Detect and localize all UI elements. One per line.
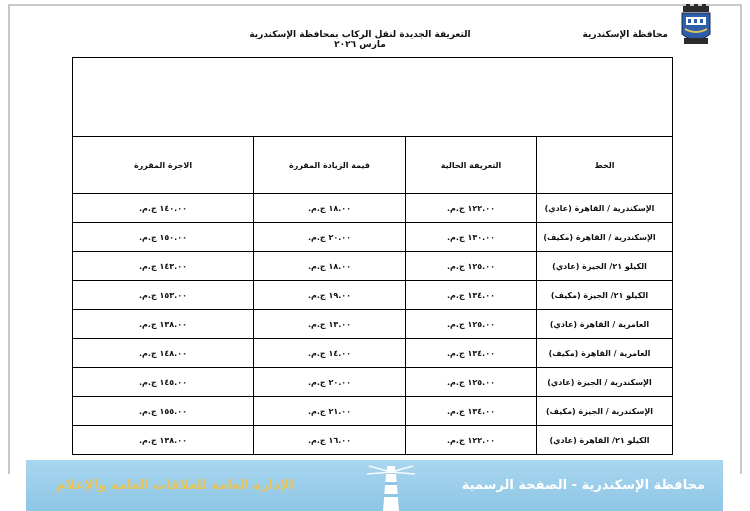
route-cell: العامرية / القاهرة (مكيف) <box>537 339 673 368</box>
table-header-row <box>73 137 673 194</box>
route-cell: الكيلو ٢١/ الجيزة (مكيف) <box>537 281 673 310</box>
increase-cell: ١٣.٠٠ ج.م. <box>254 310 406 339</box>
new-fare-cell: ١٤٠.٠٠ ج.م. <box>73 194 254 223</box>
banner-official-page-text: محافظة الإسكندرية - الصفحة الرسمية <box>461 478 705 493</box>
route-cell: الإسكندرية / القاهرة (عادي) <box>537 194 673 223</box>
increase-cell: ٢٠.٠٠ ج.م. <box>254 368 406 397</box>
table-blank-cell <box>73 58 673 137</box>
page-frame-top <box>8 4 742 6</box>
column-header-current-fare: التعريفة الحالية <box>406 137 537 194</box>
route-cell: الكيلو ٢١/ الجيزة (عادي) <box>537 252 673 281</box>
table-row <box>73 368 673 397</box>
document-title: التعريفة الجديدة لنقل الركاب بمحافظة الإسكندرية مارس ٢٠٢٦ <box>249 30 471 50</box>
increase-cell: ٢١.٠٠ ج.م. <box>254 397 406 426</box>
governorate-name: محافظة الإسكندرية <box>582 30 668 40</box>
fare-table <box>72 57 673 455</box>
table-blank-header-row <box>73 58 673 137</box>
new-fare-cell: ١٥٠.٠٠ ج.م. <box>73 223 254 252</box>
column-header-route: الخط <box>537 137 673 194</box>
table-row <box>73 397 673 426</box>
current-fare-cell: ١٢٢.٠٠ ج.م. <box>406 426 537 455</box>
current-fare-cell: ١٢٥.٠٠ ج.م. <box>406 252 537 281</box>
alexandria-governorate-logo-icon <box>679 4 713 48</box>
route-cell: الإسكندرية / القاهرة (مكيف) <box>537 223 673 252</box>
table-row <box>73 339 673 368</box>
current-fare-cell: ١٢٥.٠٠ ج.م. <box>406 368 537 397</box>
new-fare-cell: ١٥٥.٠٠ ج.م. <box>73 397 254 426</box>
new-fare-cell: ١٤٣.٠٠ ج.م. <box>73 252 254 281</box>
route-cell: العامرية / القاهرة (عادي) <box>537 310 673 339</box>
new-fare-cell: ١٤٨.٠٠ ج.م. <box>73 339 254 368</box>
increase-cell: ١٤.٠٠ ج.م. <box>254 339 406 368</box>
new-fare-cell: ١٣٨.٠٠ ج.م. <box>73 426 254 455</box>
table-row <box>73 223 673 252</box>
column-header-new-fare: الاجرة المقررة <box>73 137 254 194</box>
banner-pr-department-text: الإدارة العامة للعلاقات العامة والإعلام <box>56 478 294 493</box>
current-fare-cell: ١٢٥.٠٠ ج.م. <box>406 310 537 339</box>
table-row <box>73 310 673 339</box>
current-fare-cell: ١٣٠.٠٠ ج.م. <box>406 223 537 252</box>
current-fare-cell: ١٣٤.٠٠ ج.م. <box>406 281 537 310</box>
route-cell: الإسكندرية / الجيزة (مكيف) <box>537 397 673 426</box>
table-row <box>73 194 673 223</box>
lighthouse-icon <box>361 462 421 511</box>
increase-cell: ٢٠.٠٠ ج.م. <box>254 223 406 252</box>
new-fare-cell: ١٤٥.٠٠ ج.م. <box>73 368 254 397</box>
increase-cell: ١٩.٠٠ ج.م. <box>254 281 406 310</box>
current-fare-cell: ١٣٤.٠٠ ج.م. <box>406 397 537 426</box>
table-row <box>73 426 673 455</box>
column-header-increase: قيمة الزيادة المقررة <box>254 137 406 194</box>
increase-cell: ١٨.٠٠ ج.م. <box>254 194 406 223</box>
new-fare-cell: ١٥٣.٠٠ ج.م. <box>73 281 254 310</box>
page-frame-left <box>8 4 10 474</box>
page-frame-right <box>740 4 742 474</box>
new-fare-cell: ١٣٨.٠٠ ج.م. <box>73 310 254 339</box>
increase-cell: ١٦.٠٠ ج.م. <box>254 426 406 455</box>
footer-banner <box>26 460 723 511</box>
current-fare-cell: ١٣٤.٠٠ ج.م. <box>406 339 537 368</box>
route-cell: الإسكندرية / الجيزة (عادي) <box>537 368 673 397</box>
current-fare-cell: ١٢٢.٠٠ ج.م. <box>406 194 537 223</box>
route-cell: الكيلو ٢١/ القاهرة (عادي) <box>537 426 673 455</box>
table-row <box>73 281 673 310</box>
increase-cell: ١٨.٠٠ ج.م. <box>254 252 406 281</box>
table-row <box>73 252 673 281</box>
